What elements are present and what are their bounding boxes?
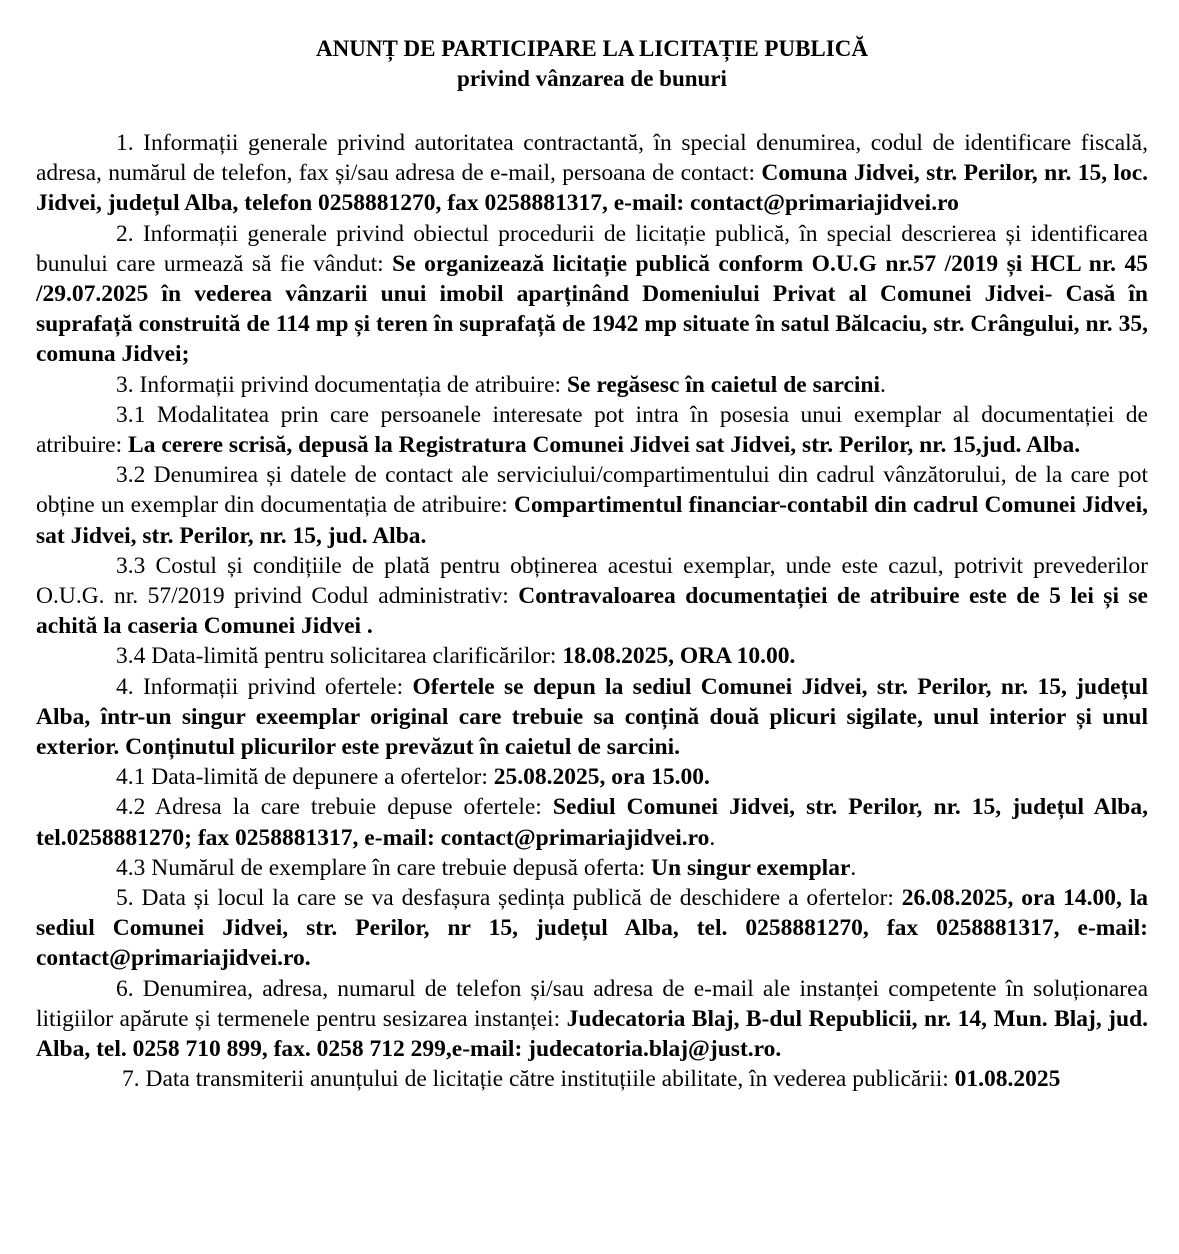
document-subtitle: privind vânzarea de bunuri: [457, 66, 727, 91]
section-3-4-text: 3.4 Data-limită pentru solicitarea clarificărilor:: [116, 643, 563, 670]
section-3-4: [36, 641, 1148, 671]
section-3-text: 3. Informații privind documentația de atribuire:: [116, 371, 567, 398]
section-2-text: 2. Informații generale privind obiectul procedurii de licitație publică, în special descrierea și identificarea bunului care urmează să fie vândut:: [36, 220, 1148, 277]
section-3-tail: .: [880, 371, 886, 398]
section-3-highlight: Se regăsesc în caietul de sarcini: [566, 371, 881, 398]
section-3-1-text: 3.1 Modalitatea prin care persoanele interesate pot intra în posesia unui exemplar al documentației de atribuire:: [36, 401, 1148, 459]
section-4-3-highlight: Un singur exemplar: [651, 854, 851, 881]
section-2-highlight: Se organizează licitație publică conform O.U.G nr.57 /2019 și HCL nr. 45 /29.07.2025 în vederea vânzarii unui imobil aparținând Domeniului Privat al Comunei Jidvei- Casă în suprafață construită de 114 mp și teren în suprafață de 1942 mp situate în satul Bălcaciu, str. Crângului, nr. 35, comuna Jidvei;: [36, 250, 1148, 368]
section-4-2-highlight: Sediul Comunei Jidvei, str. Perilor, nr. 15, județul Alba, tel.0258881270; fax 0258881317, e-mail: contact@primariajidvei.ro: [36, 794, 1148, 851]
section-3-1-highlight: La cerere scrisă, depusă la Registratura Comunei Jidvei sat Jidvei, str. Perilor, nr. 15,jud. Alba.: [128, 432, 1081, 459]
section-5-highlight: 26.08.2025, ora 14.00, la sediul Comunei Jidvei, str. Perilor, nr 15, județul Alba, tel. 0258881270, fax 0258881317, e-mail: contact@primariajidvei.ro.: [36, 885, 1148, 972]
section-1-highlight: Comuna Jidvei, str. Perilor, nr. 15, loc. Jidvei, județul Alba, telefon 0258881270, fax 0258881317, e-mail: contact@primariajidvei.ro: [36, 160, 1148, 217]
section-1-text: 1. Informații generale privind autoritatea contractantă, în special denumirea, codul de identificare fiscală, adresa, numărul de telefon, fax și/sau adresa de e-mail, persoana de contact:: [36, 130, 1148, 187]
section-5: [36, 883, 1148, 974]
section-3-2: [36, 460, 1148, 551]
section-7-highlight: 01.08.2025: [954, 1066, 1061, 1093]
section-3-2-text: 3.2 Denumirea și datele de contact ale serviciului/compartimentului din cadrul vânzătorului, de la care pot obține un exemplar din documentația de atribuire:: [36, 462, 1148, 519]
section-5-text: 5. Data și locul la care se va desfașura ședința publică de deschidere a ofertelor:: [116, 885, 902, 912]
section-4: [36, 672, 1148, 763]
document-title: ANUNȚ DE PARTICIPARE LA LICITAȚIE PUBLICĂ: [316, 36, 868, 61]
section-7-text: 7. Data transmiterii anunțului de licitație către instituțiile abilitate, în vederea publicării:: [122, 1066, 955, 1093]
section-4-1-text: 4.1 Data-limită de depunere a ofertelor:: [116, 764, 494, 791]
section-3-3-text: 3.3 Costul și condițiile de plată pentru obținerea acestui exemplar, unde este cazul, potrivit prevederilor O.U.G. nr. 57/2019 privind Codul administrativ:: [36, 552, 1148, 610]
section-4-3-text: 4.3 Numărul de exemplare în care trebuie depusă oferta:: [116, 854, 652, 881]
section-4-1-highlight: 25.08.2025, ora 15.00.: [493, 764, 710, 791]
section-3-1: [36, 400, 1148, 460]
section-4-text: 4. Informații privind ofertele:: [116, 673, 413, 700]
section-6-text: 6. Denumirea, adresa, numarul de telefon și/sau adresa de e-mail ale instanței competente în soluționarea litigiilor apărute și termenele pentru sesizarea instanței:: [36, 975, 1148, 1032]
section-2: [36, 219, 1148, 370]
section-4-3: [36, 853, 1148, 883]
section-6-highlight: Judecatoria Blaj, B-dul Republicii, nr. 14, Mun. Blaj, jud. Alba, tel. 0258 710 899, fax. 0258 712 299,e-mail: judecatoria.blaj@just.ro.: [36, 1005, 1149, 1063]
announcement-document: [36, 34, 1148, 1095]
section-1: [36, 128, 1148, 219]
section-3-3: [36, 551, 1148, 642]
section-4-1: [36, 762, 1148, 792]
section-4-2-tail: .: [709, 824, 716, 851]
section-4-highlight: Ofertele se depun la sediul Comunei Jidvei, str. Perilor, nr. 15, județul Alba, într-un singur exeemplar original care trebuie sa conțină două plicuri sigilate, unul interior și unul exterior. Conținutul plicurilor este prevăzut în caietul de sarcini.: [36, 673, 1148, 761]
section-7: [36, 1064, 1148, 1094]
section-4-3-tail: .: [850, 854, 857, 881]
section-4-2: [36, 792, 1148, 852]
section-4-2-text: 4.2 Adresa la care trebuie depuse ofertele:: [116, 794, 553, 821]
section-3-3-highlight: Contravaloarea documentației de atribuire este de 5 lei și se achită la caseria Comunei Jidvei .: [36, 583, 1148, 640]
section-3-4-highlight: 18.08.2025, ORA 10.00.: [562, 643, 796, 670]
section-3: [36, 370, 1148, 400]
section-3-2-highlight: Compartimentul financiar-contabil din cadrul Comunei Jidvei, sat Jidvei, str. Perilor, nr. 15, jud. Alba.: [36, 492, 1148, 549]
section-6: [36, 974, 1148, 1065]
